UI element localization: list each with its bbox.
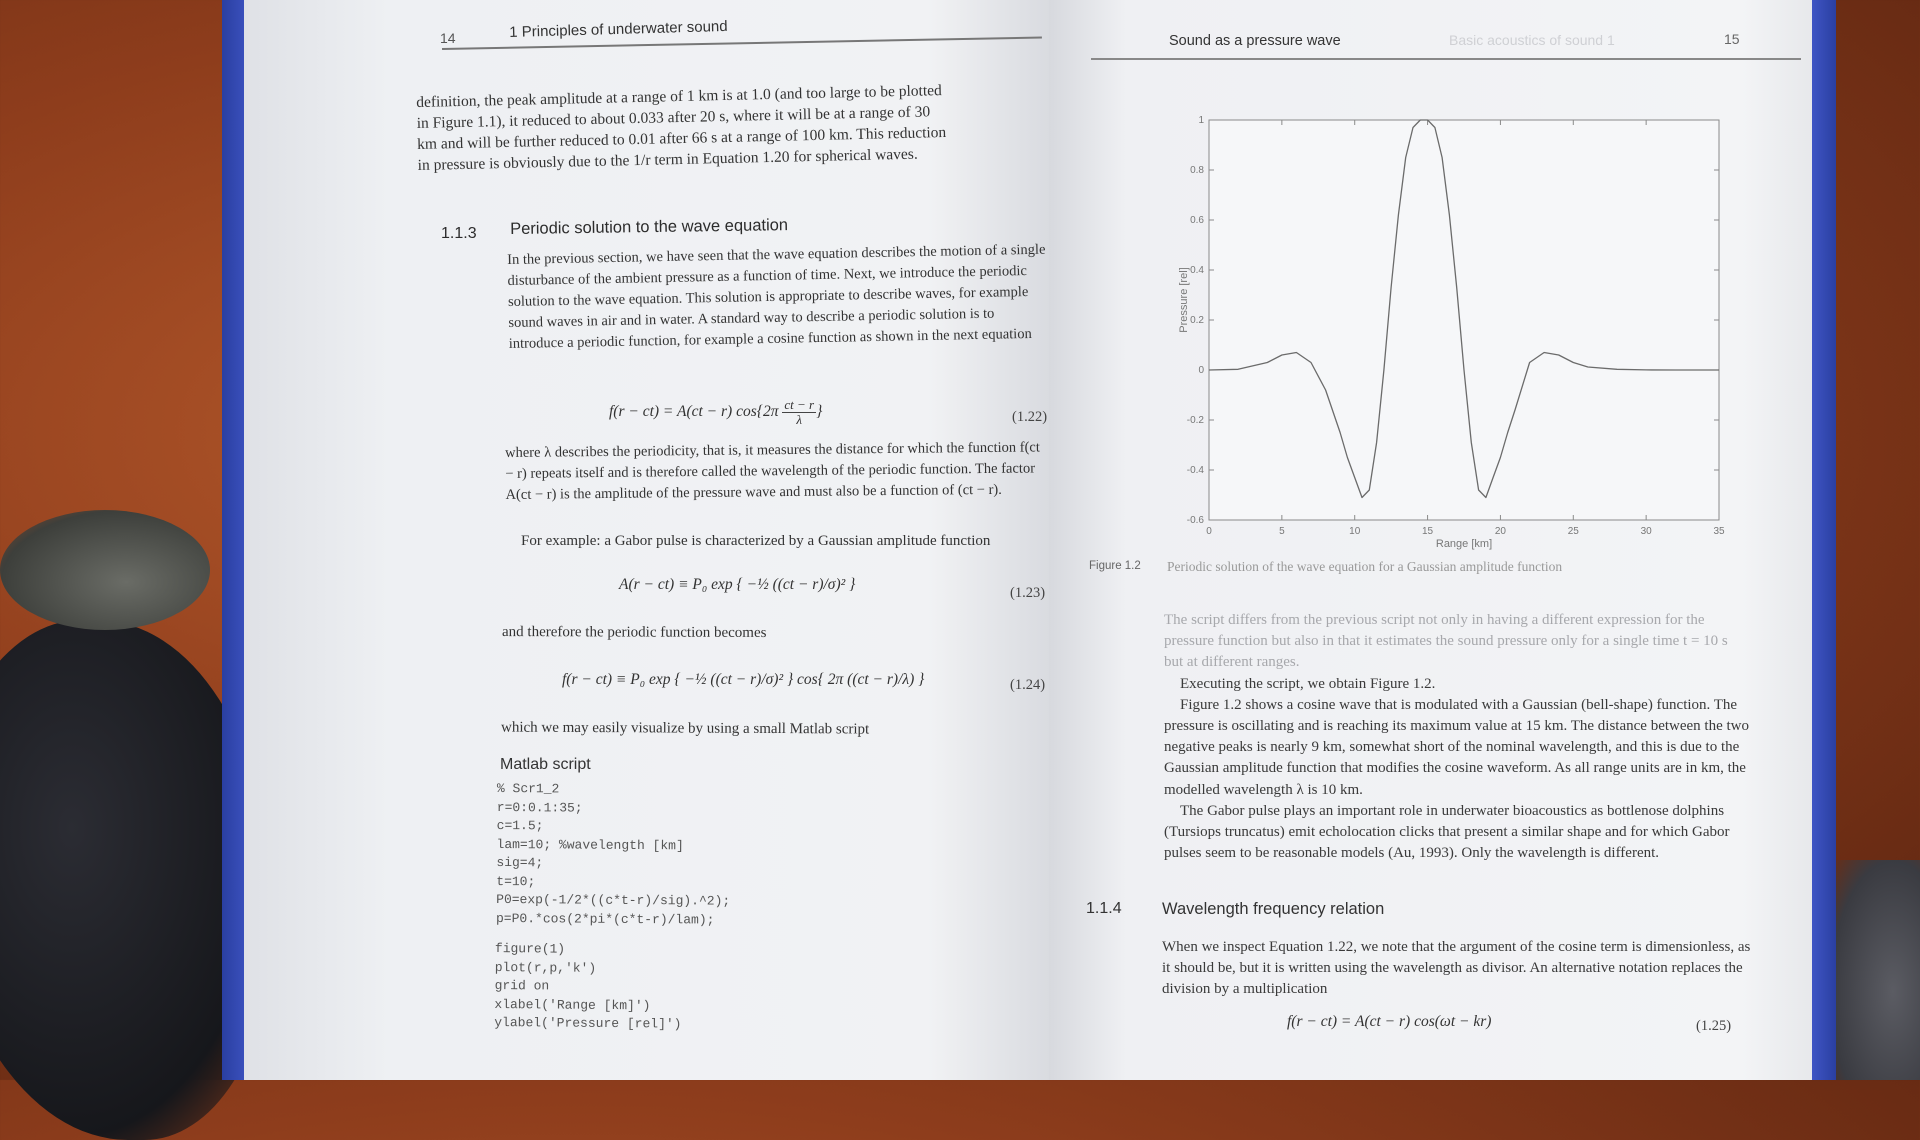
figure-1-2-chart bbox=[1159, 110, 1799, 555]
wavelength-paragraph: where λ describes the periodicity, that is, it measures the distance for which the function f(ct − r) repeats itself and is therefore called the wavelength of the periodic function. The factor A(ct − r) is the amplitude of the pressure wave and must also be a function of (ct − r). bbox=[505, 439, 1040, 503]
right-page-number: 15 bbox=[1724, 31, 1740, 47]
code-line: ylabel('Pressure [rel]') bbox=[494, 1014, 682, 1032]
executing-paragraph: Executing the script, we obtain Figure 1.2. bbox=[1180, 675, 1436, 692]
y-axis-label: Pressure [rel] bbox=[1178, 267, 1190, 333]
x-tick-label: 35 bbox=[1713, 526, 1725, 537]
x-tick-label: 25 bbox=[1567, 526, 1579, 537]
y-tick-label: -0.2 bbox=[1186, 415, 1204, 426]
eq125-number: (1.25) bbox=[1696, 1018, 1732, 1034]
equation-1-23 bbox=[619, 576, 855, 594]
gabor-dolphins-paragraph: The Gabor pulse plays an important role in underwater bioacoustics as bottlenose dolphins (Tursiops truncatus) emit echolocation clicks that present a similar shape and for which Gabor pulses seem to be reasonable models (Au, 1993). Only the wavelength is different. bbox=[1164, 802, 1730, 862]
y-tick-label: 0.4 bbox=[1190, 265, 1204, 276]
section-number-114: 1.1.4 bbox=[1086, 900, 1122, 917]
x-axis-label: Range [km] bbox=[1435, 538, 1493, 550]
x-tick-label: 30 bbox=[1640, 526, 1652, 537]
x-tick-label: 0 bbox=[1206, 526, 1212, 537]
code-line: xlabel('Range [km]') bbox=[494, 996, 651, 1013]
eq122-open: {2π bbox=[756, 403, 779, 421]
x-tick-label: 20 bbox=[1494, 526, 1506, 537]
code-line: sig=4; bbox=[496, 854, 544, 871]
eq122-lhs: f(r − ct) = A(ct − r) cos bbox=[609, 403, 757, 421]
equation-1-24 bbox=[562, 671, 924, 689]
eq123-number: (1.23) bbox=[1010, 585, 1046, 601]
figure-label: Figure 1.2 bbox=[1089, 560, 1141, 572]
eq123-body: { −½ ((ct − r)/σ)² } bbox=[736, 576, 856, 593]
right-header-rule bbox=[1091, 58, 1801, 60]
code-line: P0=exp(-1/2*((c*t-r)/sig).^2); bbox=[496, 891, 731, 909]
equation-1-25: f(r − ct) = A(ct − r) cos(ωt − kr) bbox=[1287, 1013, 1492, 1030]
matlab-script-title: Matlab script bbox=[500, 756, 591, 773]
y-tick-label: 1 bbox=[1198, 115, 1204, 126]
y-tick-label: 0 bbox=[1198, 365, 1204, 376]
left-chapter-title: 1 Principles of underwater sound bbox=[509, 17, 728, 41]
y-tick-label: 0.2 bbox=[1190, 315, 1204, 326]
figure-caption: Periodic solution of the wave equation for a Gaussian amplitude function bbox=[1167, 559, 1563, 574]
eq122-close: } bbox=[816, 403, 823, 421]
eq124-body: { −½ ((ct − r)/σ)² } cos{ 2π ((ct − r)/λ) } bbox=[674, 671, 925, 688]
code-line: r=0:0.1:35; bbox=[496, 799, 583, 816]
code-line: t=10; bbox=[496, 873, 536, 889]
y-tick-label: -0.6 bbox=[1186, 515, 1204, 526]
right-running-title: Sound as a pressure wave bbox=[1169, 33, 1341, 49]
x-tick-label: 10 bbox=[1349, 526, 1361, 537]
code-line: figure(1) bbox=[494, 940, 566, 957]
figure-shows-paragraph: Figure 1.2 shows a cosine wave that is modulated with a Gaussian (bell-shape) function. The pressure is oscillating and is reaching its maximum value at 15 km. The distance between the two negative peaks is nearly 9 km, somewhat short of the nominal wavelength, and this is due to the Gaussian amplitude function that modifies the cosine waveform. As all range units are in km, the modelled wavelength λ is 10 km. bbox=[1164, 696, 1749, 798]
section-title-113: Periodic solution to the wave equation bbox=[510, 216, 789, 238]
code-line: c=1.5; bbox=[496, 817, 544, 834]
ghost-header-text: Basic acoustics of sound 1 bbox=[1449, 32, 1615, 48]
left-intro-paragraph: definition, the peak amplitude at a range of 1 km is at 1.0 (and too large to be plotted in Figure 1.1), it reduced to about 0.033 after 20 s, where it will be at a range of 30 km and will be further reduced to 0.01 after 66 s at a range of 100 km. This reduction in pressure is obviously due to the 1/r term in Equation 1.20 for spherical waves. bbox=[416, 82, 947, 174]
code-line: lam=10; %wavelength [km] bbox=[496, 836, 684, 853]
eq123-lhs: A(r − ct) ≡ P₀ exp bbox=[619, 576, 733, 593]
eq122-fraction bbox=[782, 398, 816, 427]
visualize-text: which we may easily visualize by using a small Matlab script bbox=[500, 719, 870, 738]
right-page bbox=[1049, 0, 1819, 1080]
background-dark-object-right bbox=[1830, 860, 1920, 1080]
gabor-intro: For example: a Gabor pulse is characterized by a Gaussian amplitude function bbox=[521, 533, 991, 549]
right-body-text bbox=[1164, 610, 1749, 864]
script-differs-paragraph: The script differs from the previous script not only in having a different expression for the pressure function but also in that it estimates the sound pressure only for a single time t = 10 s but at different ranges. bbox=[1164, 612, 1728, 671]
y-tick-label: -0.4 bbox=[1186, 465, 1204, 476]
book-cover-edge-right bbox=[1812, 0, 1836, 1080]
eq124-number: (1.24) bbox=[1010, 677, 1046, 693]
section-paragraph-114: When we inspect Equation 1.22, we note that the argument of the cosine term is dimensionless, as it should be, but it is written using the wavelength as divisor. An alternative notation replaces the division by a multiplication bbox=[1162, 939, 1751, 998]
x-tick-label: 15 bbox=[1422, 526, 1434, 537]
y-tick-label: 0.8 bbox=[1190, 165, 1204, 176]
left-page-number: 14 bbox=[440, 30, 456, 46]
background-shoe bbox=[0, 510, 210, 630]
code-line: % Scr1_2 bbox=[496, 781, 560, 797]
eq124-lhs: f(r − ct) ≡ P₀ exp bbox=[562, 671, 671, 688]
matlab-code-block-2 bbox=[494, 940, 682, 1034]
section-number-113: 1.1.3 bbox=[441, 225, 477, 242]
matlab-code-block-1 bbox=[496, 780, 731, 930]
left-page bbox=[244, 0, 1049, 1080]
section-paragraph-113: In the previous section, we have seen that the wave equation describes the motion of a single disturbance of the ambient pressure as a function of time. Next, we introduce the periodic solution to the wave equation. This solution is appropriate to describe waves, for example sound waves in air and in water. A standard way to describe a periodic solution is to introduce a periodic function, for example a cosine function as shown in the next equation bbox=[507, 241, 1046, 352]
equation-1-22 bbox=[609, 398, 822, 427]
eq122-num: ct − r bbox=[784, 397, 815, 412]
code-line: grid on bbox=[494, 977, 550, 994]
plot-area bbox=[1209, 120, 1719, 520]
section-title-114: Wavelength frequency relation bbox=[1162, 900, 1385, 918]
therefore-text: and therefore the periodic function becomes bbox=[501, 624, 767, 641]
x-tick-label: 5 bbox=[1279, 526, 1285, 537]
y-tick-label: 0.6 bbox=[1190, 215, 1204, 226]
eq122-den: λ bbox=[796, 412, 803, 427]
code-line: plot(r,p,'k') bbox=[494, 959, 597, 976]
code-line: p=P0.*cos(2*pi*(c*t-r)/lam); bbox=[495, 910, 715, 928]
eq122-number: (1.22) bbox=[1012, 409, 1048, 425]
